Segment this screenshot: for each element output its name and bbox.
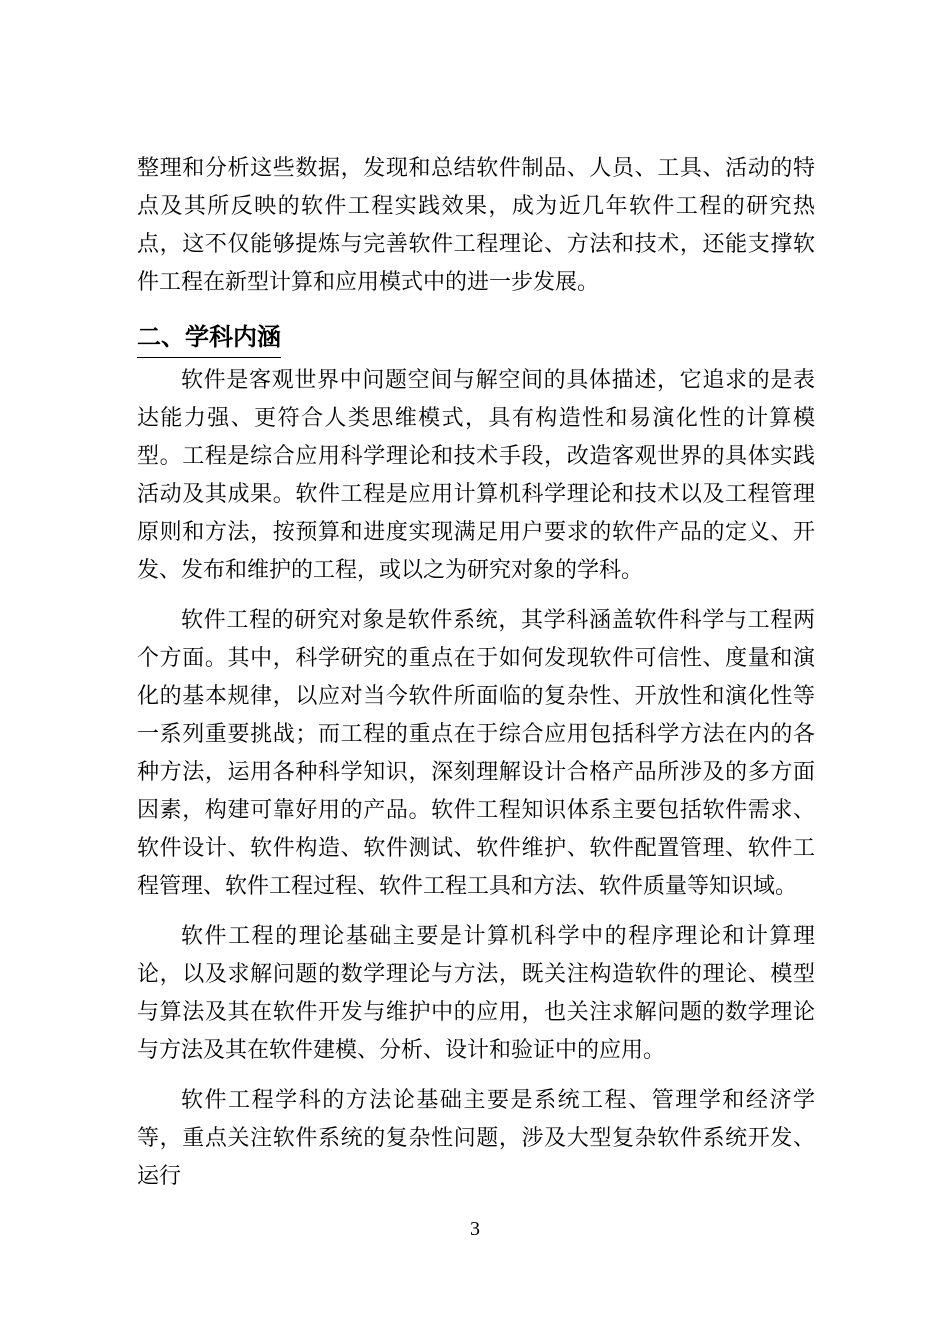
section-heading: 二、学科内涵: [137, 320, 281, 358]
page-number: 3: [470, 1218, 480, 1240]
intro-paragraph: 整理和分析这些数据，发现和总结软件制品、人员、工具、活动的特点及其所反映的软件工程实践效果，成为近几年软件工程的研究热点，这不仅能够提炼与完善软件工程理论、方法和技术，还能支撑软件工程在新型计算和应用模式中的进一步发展。: [137, 156, 815, 295]
paragraph-research-object: 软件工程的研究对象是软件系统，其学科涵盖软件科学与工程两个方面。其中，科学研究的重点在于如何发现软件可信性、度量和演化的基本规律，以应对当今软件所面临的复杂性、开放性和演化性等一系列重要挑战；而工程的重点在于综合应用包括科学方法在内的各种方法，运用各种科学知识，深刻理解设计合格产品所涉及的多方面因素，构建可靠好用的产品。软件工程知识体系主要包括软件需求、软件设计、软件构造、软件测试、软件维护、软件配置管理、软件工程管理、软件工程过程、软件工程工具和方法、软件质量等知识域。: [137, 608, 815, 899]
paragraph-software-definition: 软件是客观世界中问题空间与解空间的具体描述，它追求的是表达能力强、更符合人类思维模式，具有构造性和易演化性的计算模型。工程是综合应用科学理论和技术手段，改造客观世界的具体实践活动及其成果。软件工程是应用计算机科学理论和技术以及工程管理原则和方法，按预算和进度实现满足用户要求的软件产品的定义、开发、发布和维护的工程，或以之为研究对象的学科。: [137, 368, 815, 583]
paragraph-methodology-foundation: 软件工程学科的方法论基础主要是系统工程、管理学和经济学等，重点关注软件系统的复杂性问题，涉及大型复杂软件系统开发、运行: [137, 1088, 815, 1189]
document-body: [137, 150, 815, 1196]
paragraph-theory-foundation: 软件工程的理论基础主要是计算机科学中的程序理论和计算理论，以及求解问题的数学理论与方法，既关注构造软件的理论、模型与算法及其在软件开发与维护中的应用，也关注求解问题的数学理论与方法及其在软件建模、分析、设计和验证中的应用。: [137, 924, 815, 1063]
